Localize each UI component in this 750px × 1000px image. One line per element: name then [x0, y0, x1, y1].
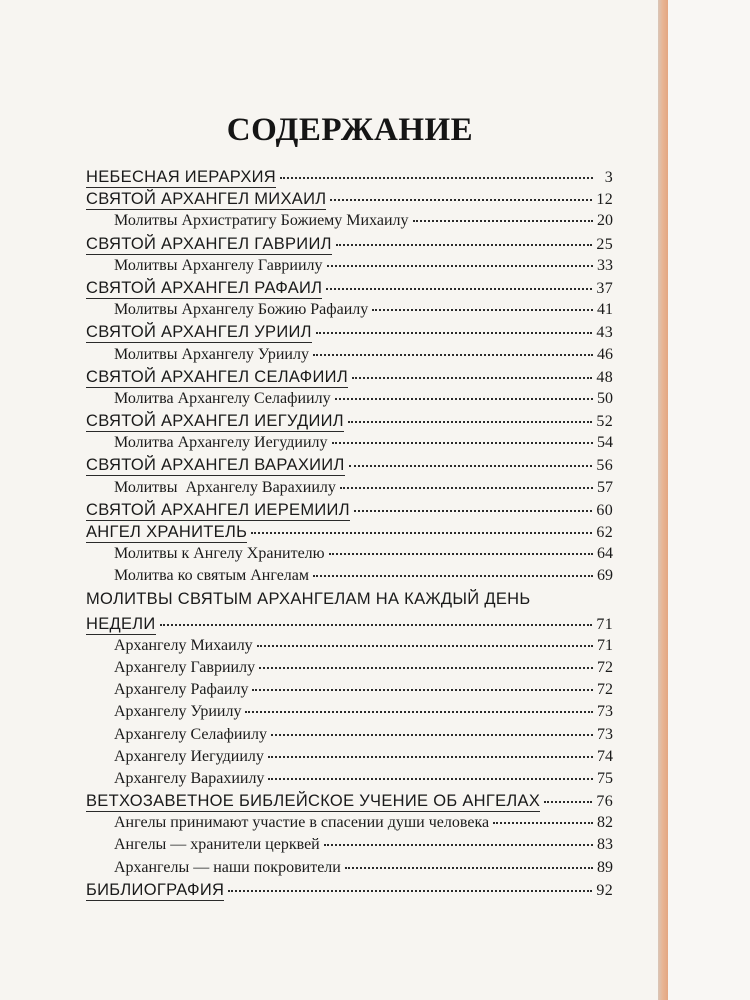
toc-entry	[86, 168, 613, 190]
toc-subentry	[86, 836, 613, 858]
toc-page-number: 74	[597, 747, 613, 765]
toc-entry-text: СВЯТОЙ АРХАНГЕЛ ВАРАХИИЛ	[86, 456, 345, 475]
table-of-contents	[86, 168, 613, 903]
toc-subentry	[86, 726, 613, 748]
adjacent-margin	[668, 0, 750, 1000]
toc-page-number: 73	[597, 725, 613, 743]
toc-entry-text: Архангелу Селафиилу	[114, 725, 267, 743]
toc-entry-text: Молитвы Архангелу Варахиилу	[114, 478, 336, 496]
dot-leader	[372, 309, 593, 311]
toc-subentry	[86, 257, 613, 279]
toc-entry-text: Архангелу Михаилу	[114, 636, 253, 654]
toc-entry-text: Ангелы — хранители церквей	[114, 836, 320, 854]
toc-entry-text: Молитвы Архангелу Божию Рафаилу	[114, 301, 369, 319]
toc-entry-text: Архангелу Рафаилу	[114, 681, 249, 699]
toc-page-number: 71	[596, 615, 613, 633]
toc-subentry	[86, 346, 613, 368]
toc-entry	[86, 615, 613, 637]
toc-subentry	[86, 681, 613, 703]
toc-subentry	[86, 703, 613, 725]
toc-entry-text: СВЯТОЙ АРХАНГЕЛ МИХАИЛ	[86, 190, 327, 209]
toc-subentry	[86, 390, 613, 412]
toc-subentry	[86, 434, 613, 456]
toc-entry-text: ВЕТХОЗАВЕТНОЕ БИБЛЕЙСКОЕ УЧЕНИЕ ОБ АНГЕЛАХ	[86, 792, 541, 811]
dot-leader	[327, 265, 593, 267]
toc-entry-text: Молитвы Архангелу Гавриилу	[114, 256, 323, 274]
toc-page-number: 62	[596, 524, 613, 541]
dot-leader	[354, 510, 593, 512]
toc-entry-text: МОЛИТВЫ СВЯТЫМ АРХАНГЕЛАМ НА КАЖДЫЙ ДЕНЬ	[86, 589, 531, 608]
toc-entry-text: Архангелу Иегудиилу	[114, 747, 264, 765]
dot-leader	[316, 332, 593, 334]
dot-leader	[330, 199, 592, 201]
toc-entry-text: Молитва Архангелу Селафиилу	[114, 389, 331, 407]
toc-page-number: 41	[597, 301, 613, 319]
toc-page-number: 37	[596, 279, 613, 297]
toc-entry	[86, 235, 613, 257]
toc-entry-text: СВЯТОЙ АРХАНГЕЛ УРИИЛ	[86, 323, 312, 342]
toc-page-number: 82	[597, 814, 613, 832]
toc-page-number: 89	[597, 858, 613, 876]
toc-entry	[86, 501, 613, 523]
toc-subentry	[86, 748, 613, 770]
toc-entry-text: Молитвы Архистратигу Божиему Михаилу	[114, 212, 409, 230]
toc-entry-text: БИБЛИОГРАФИЯ	[86, 880, 225, 899]
dot-leader	[280, 177, 593, 179]
toc-page-number: 52	[596, 413, 613, 431]
toc-page-number: 33	[597, 256, 613, 274]
toc-page-number: 12	[596, 191, 613, 209]
dot-leader	[352, 377, 592, 379]
dot-leader	[228, 890, 592, 892]
toc-entry-text: Архангелу Уриилу	[114, 703, 242, 721]
toc-page-number: 3	[604, 169, 613, 186]
toc-page-number: 72	[597, 658, 613, 676]
toc-entry-text: Молитва Архангелу Иегудиилу	[114, 434, 328, 452]
dot-leader	[252, 689, 593, 691]
toc-page-number: 64	[597, 545, 613, 563]
dot-leader	[349, 465, 593, 467]
toc-entry	[86, 279, 613, 301]
dot-leader	[348, 421, 592, 423]
dot-leader	[544, 801, 592, 803]
dot-leader	[345, 867, 593, 869]
toc-entry-text: СВЯТОЙ АРХАНГЕЛ ИЕГУДИИЛ	[86, 412, 344, 431]
toc-entry-text: АНГЕЛ ХРАНИТЕЛЬ	[86, 523, 248, 541]
toc-page-number: 72	[597, 681, 613, 699]
dot-leader	[413, 220, 593, 222]
dot-leader	[324, 844, 593, 846]
toc-page-number: 76	[596, 793, 613, 811]
toc-entry-text: Молитва ко святым Ангелам	[114, 567, 310, 585]
toc-entry	[86, 323, 613, 345]
toc-subentry	[86, 567, 613, 589]
page-title: СОДЕРЖАНИЕ	[226, 112, 474, 148]
toc-entry	[86, 881, 613, 903]
toc-entry	[86, 792, 613, 814]
toc-subentry	[86, 859, 613, 881]
toc-entry-text: Архангелу Гавриилу	[114, 658, 256, 676]
dot-leader	[329, 553, 593, 555]
dot-leader	[257, 645, 593, 647]
dot-leader	[493, 822, 593, 824]
page-edge	[658, 0, 668, 1000]
toc-entry	[86, 456, 613, 478]
toc-entry	[86, 412, 613, 434]
dot-leader	[259, 667, 593, 669]
dot-leader	[268, 778, 593, 780]
toc-page-number: 25	[596, 235, 613, 253]
toc-entry-text: СВЯТОЙ АРХАНГЕЛ СЕЛАФИИЛ	[86, 367, 348, 386]
toc-subentry	[86, 637, 613, 659]
toc-page-number: 75	[597, 769, 613, 787]
toc-page-number: 69	[597, 567, 613, 585]
toc-subentry	[86, 545, 613, 567]
toc-entry-text: Ангелы принимают участие в спасении души человека	[114, 814, 490, 832]
toc-page-number: 54	[597, 434, 613, 452]
toc-page-number: 43	[596, 324, 613, 342]
toc-page-number: 20	[597, 212, 613, 230]
toc-entry-text: Архангелу Варахиилу	[114, 769, 265, 787]
toc-entry-heading-line	[86, 590, 613, 615]
toc-page-number: 56	[596, 457, 613, 475]
dot-leader	[340, 487, 593, 489]
toc-entry-text: СВЯТОЙ АРХАНГЕЛ ГАВРИИЛ	[86, 234, 332, 253]
dot-leader	[336, 244, 593, 246]
toc-subentry	[86, 814, 613, 836]
toc-page-number: 48	[596, 368, 613, 386]
toc-subentry	[86, 479, 613, 501]
toc-page-number: 83	[597, 836, 613, 854]
toc-entry-text: Молитвы Архангелу Уриилу	[114, 345, 309, 363]
dot-leader	[271, 734, 593, 736]
toc-entry	[86, 523, 613, 545]
toc-entry-text: НЕДЕЛИ	[86, 614, 156, 633]
toc-page-number: 60	[596, 501, 613, 519]
toc-subentry	[86, 301, 613, 323]
toc-entry-text: НЕБЕСНАЯ ИЕРАРХИЯ	[86, 168, 277, 186]
dot-leader	[313, 354, 593, 356]
toc-subentry	[86, 659, 613, 681]
dot-leader	[326, 288, 592, 290]
toc-page-number: 71	[597, 636, 613, 654]
toc-page-number: 46	[597, 345, 613, 363]
toc-entry-text: Молитвы к Ангелу Хранителю	[114, 545, 325, 563]
toc-entry-text: СВЯТОЙ АРХАНГЕЛ РАФАИЛ	[86, 278, 323, 297]
dot-leader	[313, 575, 593, 577]
toc-entry	[86, 190, 613, 212]
toc-page-number: 50	[597, 389, 613, 407]
toc-entry	[86, 368, 613, 390]
toc-entry-text: СВЯТОЙ АРХАНГЕЛ ИЕРЕМИИЛ	[86, 500, 350, 519]
toc-page-number: 73	[597, 703, 613, 721]
toc-subentry	[86, 212, 613, 234]
dot-leader	[335, 398, 593, 400]
toc-page-number: 57	[597, 478, 613, 496]
dot-leader	[245, 711, 593, 713]
dot-leader	[251, 532, 592, 534]
toc-entry-text: Архангелы — наши покровители	[114, 858, 341, 876]
dot-leader	[268, 756, 593, 758]
dot-leader	[332, 442, 593, 444]
dot-leader	[160, 624, 593, 626]
toc-subentry	[86, 770, 613, 792]
toc-page-number: 92	[596, 881, 613, 899]
